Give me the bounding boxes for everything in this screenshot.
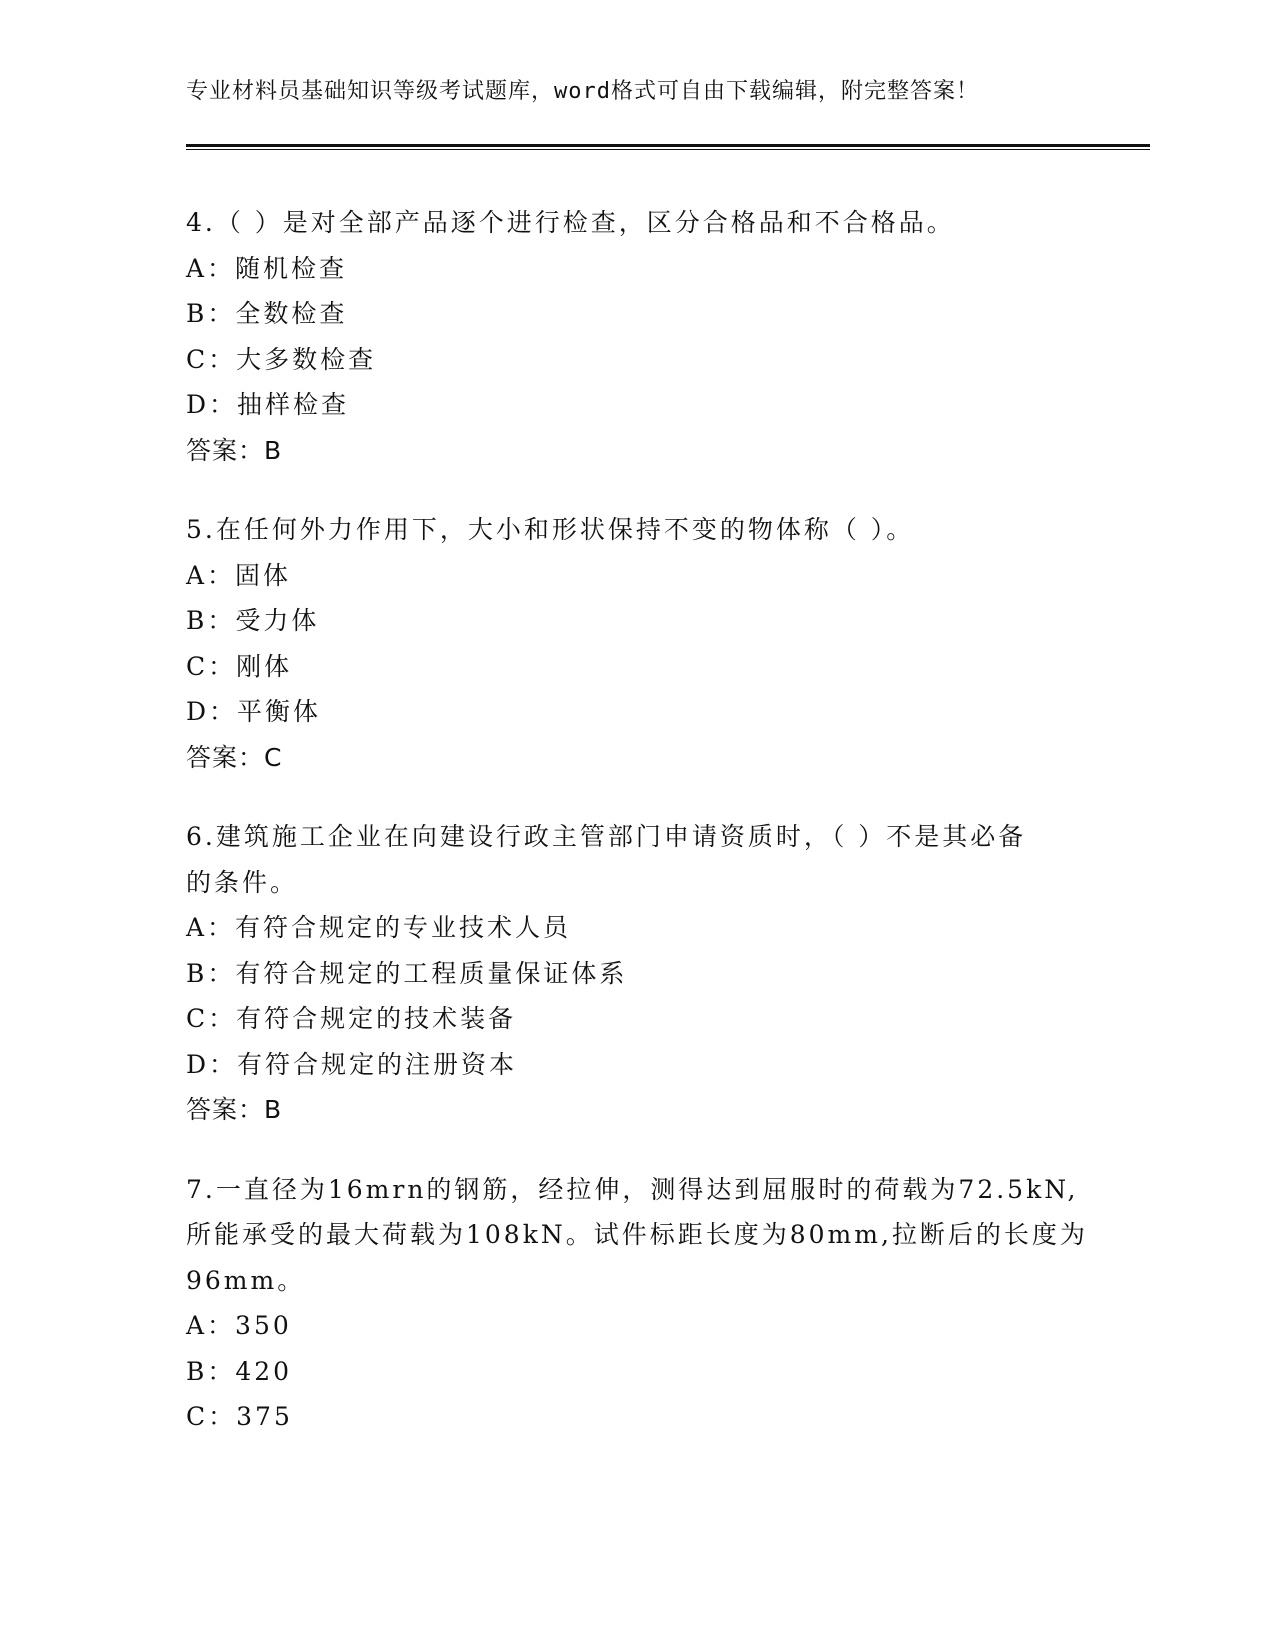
option-d: D：有符合规定的注册资本 [186,1049,518,1079]
question-list [186,200,1086,1474]
question-stem: 4.（ ）是对全部产品逐个进行检查，区分合格品和不合格品。 [186,208,955,237]
option-c: C：大多数检查 [186,344,377,374]
question-stem-line-3: 96mm。 [186,1265,306,1295]
header-rule-thin [186,149,1150,150]
option-a: A：随机检查 [186,253,348,283]
question-6 [186,814,1086,1133]
question-stem-line-2: 所能承受的最大荷载为108kN。试件标距长度为80mm,拉断后的长度为 [186,1220,1088,1249]
option-b: B：420 [186,1356,293,1386]
option-a: A：有符合规定的专业技术人员 [186,913,572,942]
option-b: B：有符合规定的工程质量保证体系 [186,958,628,988]
question-stem-line-1: 7.一直径为16mrn的钢筋，经拉伸，测得达到屈服时的荷载为72.5kN, [186,1174,1079,1204]
option-b: B：受力体 [186,606,320,635]
option-d: D：平衡体 [186,697,322,726]
answer: 答案：B [186,1095,283,1124]
option-a: A：固体 [186,560,292,590]
option-b: B：全数检查 [186,299,348,328]
question-4 [186,200,1086,473]
page-header: 专业材料员基础知识等级考试题库，word格式可自由下载编辑，附完整答案！ [186,79,979,104]
question-stem: 5.在任何外力作用下，大小和形状保持不变的物体称（ ）。 [186,515,915,544]
question-stem-line-1: 6.建筑施工企业在向建设行政主管部门申请资质时，（ ）不是其必备 [186,822,1027,851]
option-c: C：刚体 [186,651,293,681]
question-5 [186,507,1086,780]
header-rule-thick [186,144,1150,147]
answer: 答案：B [186,435,283,465]
question-7 [186,1167,1086,1440]
answer: 答案：C [186,742,283,772]
option-a: A：350 [186,1311,292,1340]
option-c: C：375 [186,1402,293,1431]
option-d: D：抽样检查 [186,390,350,419]
option-c: C：有符合规定的技术装备 [186,1004,517,1033]
question-stem-line-2: 的条件。 [186,867,299,897]
